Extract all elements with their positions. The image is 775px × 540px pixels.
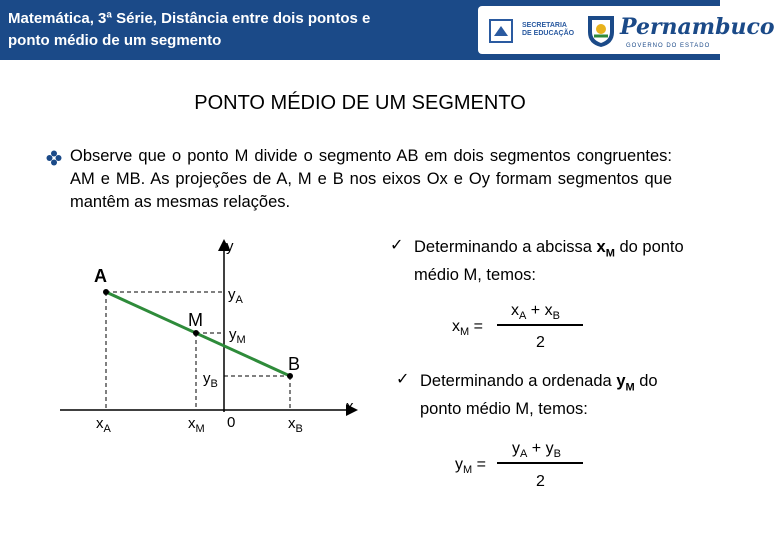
brand-subtitle: GOVERNO DO ESTADO xyxy=(626,43,711,49)
intro-paragraph: Observe que o ponto M divide o segmento AB em dois segmentos congruentes: AM e MB. As projeções de A, M e B nos eixos Ox e Oy formam segmentos que mantêm as mesmas relações. xyxy=(70,147,672,211)
abscissa-fraction-bar xyxy=(497,324,583,326)
x-m-label: $x_M$ xyxy=(188,415,205,435)
ordinate-numerator: $y_A + y_B$ xyxy=(512,440,561,461)
ordinate-fraction-bar xyxy=(497,462,583,464)
point-a-label: A xyxy=(94,266,107,286)
ordinate-text: Determinando a ordenada $y_M$ do ponto médio M, temos: xyxy=(420,372,658,419)
header-title-line1: Matemática, 3ª Série, Distância entre dois pontos e xyxy=(8,10,371,27)
abscissa-denominator: 2 xyxy=(536,334,545,351)
ordinate-denominator: 2 xyxy=(536,473,545,490)
header-title-line2: ponto médio de um segmento xyxy=(8,32,222,49)
axis-y-label: y xyxy=(226,238,234,255)
secretaria-line2: DE EDUCAÇÃO xyxy=(522,30,575,37)
axis-x-label: x xyxy=(346,398,354,415)
y-m-label: $y_M$ xyxy=(229,326,246,346)
abscissa-lhs: $x_M$ = xyxy=(452,318,483,339)
origin-label: 0 xyxy=(227,414,236,431)
page-title: PONTO MÉDIO DE UM SEGMENTO xyxy=(194,92,526,114)
abscissa-text: Determinando a abcissa $x_M$ do ponto médio M, temos: xyxy=(414,238,684,285)
brand-logo: Pernambuco xyxy=(620,14,775,40)
ordinate-lhs: $y_M$ = xyxy=(455,456,486,477)
point-a-dot xyxy=(103,289,109,295)
abscissa-numerator: $x_A + x_B$ xyxy=(511,302,560,323)
point-m-label: M xyxy=(188,310,203,330)
x-b-label: $x_B$ xyxy=(288,415,303,435)
y-a-label: $y_A$ xyxy=(228,286,243,306)
secretaria-line1: SECRETARIA xyxy=(522,22,567,29)
check-icon: ✓ xyxy=(396,371,410,388)
point-b-label: B xyxy=(288,354,301,374)
y-b-label: $y_B$ xyxy=(203,370,218,390)
check-icon: ✓ xyxy=(390,237,404,254)
x-a-label: $x_A$ xyxy=(96,415,111,435)
